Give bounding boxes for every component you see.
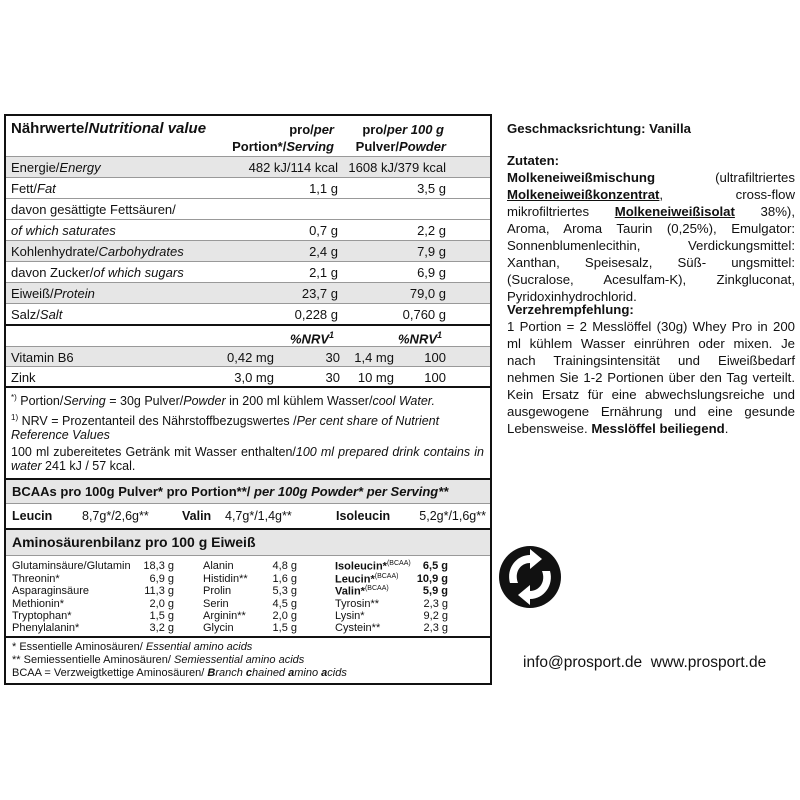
footnote-nrv: $^{1)}$ NRV = Prozentanteil des Nährstoffbezugswertes /Per cent share of Nutrient Reference Values	[11, 413, 440, 443]
nutrition-row-per-100g: 3,5 g	[417, 181, 446, 196]
flavor-line: Geschmacksrichtung: Vanilla	[507, 121, 691, 136]
amino-value: 11,3 g	[144, 585, 174, 598]
nutrition-row-label: Kohlenhydrate/Carbohydrates	[11, 244, 184, 259]
bcaa-leucin-label: Leucin	[12, 509, 53, 524]
bcaa-isoleucin-label: Isoleucin	[336, 509, 391, 524]
amino-name: Phenylalanin*	[12, 622, 80, 635]
amino-table	[6, 556, 490, 636]
amino-value: 2,3 g	[423, 622, 448, 635]
vitamin-name: Vitamin B6	[11, 350, 74, 365]
nutrition-values-section	[6, 116, 490, 326]
legend-essential: * Essentielle Aminosäuren/ Essential amino acids	[12, 641, 253, 654]
nutrition-subheader-row	[6, 138, 490, 156]
vitamin-row	[6, 346, 490, 366]
footnote-serving: *) Portion/Serving = 30g Pulver/Powder in 200 ml kühlem Wasser/cool Water.	[11, 393, 435, 409]
vitamin-per-100g: 10 mg	[357, 370, 394, 385]
usage-label: Verzehrempfehlung:	[507, 302, 634, 317]
bcaa-leucin-value: 8,7g*/2,6g**	[82, 509, 149, 524]
amino-value: 4,8 g	[272, 560, 297, 573]
bcaa-valin-label: Valin	[182, 509, 212, 524]
amino-name: Cystein**	[335, 622, 381, 635]
amino-name: Lysin*	[335, 609, 365, 622]
nutrition-row	[6, 303, 490, 324]
col2-top-header: pro/per 100 g	[362, 122, 444, 137]
nutrition-row	[6, 219, 490, 240]
amino-value: 2,0 g	[272, 609, 297, 622]
nutrition-header-row	[6, 116, 490, 138]
nutrition-row-per-100g: 2,2 g	[417, 223, 446, 238]
amino-value: 3,2 g	[149, 622, 174, 635]
vitamin-per-serving-nrv: 30	[325, 350, 340, 365]
nutrition-row-per-100g: 79,0 g	[409, 286, 446, 301]
ingredients-label: Zutaten:	[507, 153, 560, 168]
footnote-drink: 100 ml zubereitetes Getränk mit Wasser enthalten/100 ml prepared drink contains in water 241 kJ / 57 kcal.	[11, 445, 484, 474]
amino-name: Valin*$^{(BCAA)}$	[335, 585, 389, 598]
nutrition-row-label: Eiweiß/Protein	[11, 286, 95, 301]
nutrition-row	[6, 240, 490, 261]
amino-name: Methionin*	[12, 597, 64, 610]
nutrition-row	[6, 156, 490, 177]
nutrition-row	[6, 282, 490, 303]
amino-legend	[6, 638, 490, 683]
vitamin-per-serving: 3,0 mg	[234, 370, 274, 385]
vitamin-per-serving-nrv: 30	[325, 370, 340, 385]
amino-value: 9,2 g	[423, 609, 448, 622]
usage-block	[507, 301, 795, 437]
nutrition-row	[6, 261, 490, 282]
footnotes-section	[6, 388, 490, 480]
nutrition-row-label: Salz/Salt	[11, 307, 63, 322]
amino-name: Leucin*$^{(BCAA)}$	[335, 572, 399, 586]
nrv-header-row	[6, 326, 490, 346]
nutrition-row-per-100g: 6,9 g	[417, 265, 446, 280]
vitamin-row	[6, 366, 490, 386]
vitamin-name: Zink	[11, 370, 36, 385]
legend-bcaa: BCAA = Verzweigtkettige Aminosäuren/ Branch chained amino acids	[12, 667, 347, 680]
amino-name: Histidin**	[203, 572, 248, 585]
bcaa-isoleucin-value: 5,2g*/1,6g**	[419, 509, 486, 524]
amino-value: 6,5 g	[422, 560, 448, 573]
nutrition-row-per-serving: 0,7 g	[309, 223, 338, 238]
amino-value: 5,3 g	[272, 585, 297, 598]
col1-top-header: pro/per	[289, 122, 334, 137]
bcaa-valin-value: 4,7g*/1,4g**	[225, 509, 292, 524]
vitamins-section	[6, 326, 490, 388]
amino-name: Isoleucin*$^{(BCAA)}$	[335, 560, 411, 573]
bcaa-header: BCAAs pro 100g Pulver* pro Portion**/ per 100g Powder* per Serving**	[6, 480, 490, 503]
nutrition-row-per-serving: 23,7 g	[301, 286, 338, 301]
nutrition-row-label: Fett/Fat	[11, 181, 56, 196]
amino-value: 1,6 g	[272, 572, 297, 585]
amino-name: Glutaminsäure/Glutamin	[12, 560, 131, 573]
nutrition-row	[6, 177, 490, 198]
usage-text: 1 Portion = 2 Messlöffel (30g) Whey Pro in 200 ml kühlem Wasser einrühren oder mixen. Je nach Trainingsintensität und Eiweißbedarf nehmen Sie 1-2 Portionen über den Tag verteilt. Kein Ersatz für eine abwechslungsreiche und ausgewogene Ernährung und eine gesunde Lebensweise. Messlöffel beiliegend.	[507, 319, 795, 436]
amino-value: 4,5 g	[272, 597, 297, 610]
amino-name: Glycin	[203, 622, 234, 635]
nutrition-row-per-100g: 7,9 g	[417, 244, 446, 259]
nutrition-row-per-serving: 0,228 g	[294, 307, 338, 322]
amino-name: Tyrosin**	[335, 597, 380, 610]
vitamin-per-serving: 0,42 mg	[227, 350, 274, 365]
nutrition-title: Nährwerte/Nutritional value	[11, 120, 207, 137]
nrv-header-serving: %NRV$^1$	[290, 330, 335, 347]
amino-section	[6, 530, 490, 638]
ingredients-text: Molkeneiweißmischung (ultrafiltriertes Molkeneiweißkonzentrat, cross-flow mikrofiltriertes Molkeneiweißisolat 38%), Aroma, Aroma Taurin (0,25%), Emulgator: Sonnenblumenlecithin, Verdickungsmittel: Xanthan, Speisesalz, Süß- ungsmittel: (Sucralose, Acesulfam-K), Zinkgluconat, Pyridoxinhydrochlorid.	[507, 170, 795, 304]
amino-name: Tryptophan*	[12, 609, 72, 622]
bcaa-values-row	[6, 503, 490, 528]
amino-value: 2,3 g	[423, 597, 448, 610]
amino-value: 6,9 g	[149, 572, 174, 585]
contact-line	[523, 654, 766, 672]
amino-name: Arginin**	[203, 609, 246, 622]
nutrition-panel	[4, 114, 492, 685]
amino-value: 1,5 g	[272, 622, 297, 635]
nutrition-row-label: Energie/Energy	[11, 160, 101, 175]
nutrition-row-label: davon gesättigte Fettsäuren/	[11, 202, 176, 217]
vitamin-per-100g-nrv: 100	[424, 350, 446, 365]
amino-value: 18,3 g	[143, 560, 174, 573]
nutrition-row-per-serving: 1,1 g	[309, 181, 338, 196]
amino-value: 5,9 g	[422, 585, 448, 598]
nrv-header-per100: %NRV$^1$	[398, 330, 443, 347]
legend-semiessential: ** Semiessentielle Aminosäuren/ Semiessential amino acids	[12, 654, 305, 667]
amino-name: Serin	[203, 597, 229, 610]
amino-header: Aminosäurenbilanz pro 100 g Eiweiß	[6, 530, 490, 556]
vitamin-per-100g-nrv: 100	[424, 370, 446, 385]
contact-website[interactable]: www.prosport.de	[650, 654, 767, 671]
nutrition-row-label: of which saturates	[11, 223, 116, 238]
amino-name: Prolin	[203, 585, 232, 598]
col2-bottom-header: Pulver/Powder	[355, 139, 446, 154]
ingredients-block	[507, 152, 795, 305]
nutrition-row-label: davon Zucker/of which sugars	[11, 265, 184, 280]
amino-name: Asparaginsäure	[12, 585, 90, 598]
nutrition-row-per-serving: 482 kJ/114 kcal	[248, 160, 338, 175]
amino-value: 2,0 g	[149, 597, 174, 610]
amino-value: 10,9 g	[416, 572, 448, 585]
col1-bottom-header: Portion*/Serving	[232, 139, 334, 154]
nutrition-row-per-serving: 2,4 g	[309, 244, 338, 259]
amino-value: 1,5 g	[149, 609, 174, 622]
contact-email[interactable]: info@prosport.de	[523, 654, 643, 671]
bcaa-section	[6, 480, 490, 530]
amino-name: Alanin	[203, 560, 234, 573]
nutrition-row-per-serving: 2,1 g	[309, 265, 338, 280]
nutrition-row-per-100g: 1608 kJ/379 kcal	[348, 160, 446, 175]
nutrition-row-per-100g: 0,760 g	[402, 307, 446, 322]
nutrition-row	[6, 198, 490, 219]
amino-name: Threonin*	[12, 572, 60, 585]
green-dot-recycling-icon	[498, 545, 562, 609]
vitamin-per-100g: 1,4 mg	[354, 350, 394, 365]
